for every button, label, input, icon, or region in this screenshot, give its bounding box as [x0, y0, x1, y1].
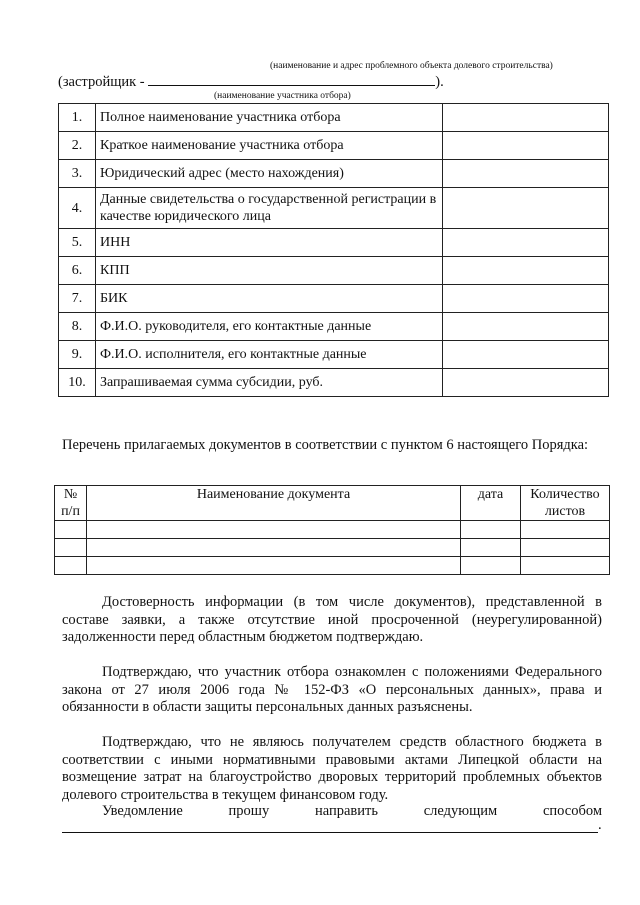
document-row [55, 557, 610, 575]
paragraph-notification: Уведомление прошу направить следующим способом [102, 803, 602, 819]
info-row [59, 104, 609, 132]
developer-line [58, 73, 444, 91]
document-row [55, 521, 610, 539]
participant-caption: (наименование участника отбора) [214, 91, 351, 101]
info-row-number: 7. [59, 285, 96, 313]
info-row-number: 6. [59, 257, 96, 285]
info-row-number: 5. [59, 229, 96, 257]
info-row-value[interactable] [443, 132, 609, 160]
docs-header-name: Наименование документа [87, 486, 461, 521]
info-row-number: 4. [59, 188, 96, 229]
developer-prefix: (застройщик - [58, 74, 149, 90]
docs-cell-date[interactable] [461, 557, 521, 575]
docs-cell-name[interactable] [87, 539, 461, 557]
info-row [59, 257, 609, 285]
info-row-label: Полное наименование участника отбора [96, 104, 443, 132]
info-row [59, 188, 609, 229]
developer-name-field[interactable] [148, 73, 435, 86]
info-row-value[interactable] [443, 229, 609, 257]
info-row-value[interactable] [443, 188, 609, 229]
info-row [59, 313, 609, 341]
docs-cell-sheets[interactable] [521, 521, 610, 539]
paragraph-accuracy: Достоверность информации (в том числе документов), представленной в составе заявки, а также отсутствие иной просроченной (неурегулированной) задолженности перед областным бюджетом подтверждаю. [62, 594, 602, 645]
docs-header-num: № п/п [55, 486, 87, 521]
info-row-label: Запрашиваемая сумма субсидии, руб. [96, 369, 443, 397]
info-row-number: 1. [59, 104, 96, 132]
info-row-value[interactable] [443, 160, 609, 188]
docs-cell-sheets[interactable] [521, 557, 610, 575]
info-row-label: Краткое наименование участника отбора [96, 132, 443, 160]
developer-suffix: ). [435, 74, 444, 90]
info-row-value[interactable] [443, 341, 609, 369]
docs-cell-date[interactable] [461, 521, 521, 539]
info-row-label: Ф.И.О. руководителя, его контактные данные [96, 313, 443, 341]
paragraph-not-recipient: Подтверждаю, что не являюсь получателем средств областного бюджета в соответствии с иными нормативными правовыми актами Липецкой области на возмещение затрат на благоустройство дворовых территорий проблемных объектов долевого строительства в текущем финансовом году. [62, 734, 602, 803]
info-row [59, 229, 609, 257]
docs-cell-num[interactable] [55, 521, 87, 539]
info-row [59, 341, 609, 369]
info-row [59, 160, 609, 188]
object-caption: (наименование и адрес проблемного объекта долевого строительства) [270, 61, 553, 71]
docs-cell-sheets[interactable] [521, 539, 610, 557]
info-row-label: КПП [96, 257, 443, 285]
docs-header-date: дата [461, 486, 521, 521]
docs-cell-num[interactable] [55, 557, 87, 575]
info-row-value[interactable] [443, 285, 609, 313]
docs-cell-date[interactable] [461, 539, 521, 557]
docs-header-sheets: Количество листов [521, 486, 610, 521]
info-row-value[interactable] [443, 313, 609, 341]
participant-info-table [58, 103, 609, 397]
info-row-value[interactable] [443, 104, 609, 132]
docs-cell-name[interactable] [87, 521, 461, 539]
info-row-number: 3. [59, 160, 96, 188]
documents-intro: Перечень прилагаемых документов в соответствии с пунктом 6 настоящего Порядка: [62, 437, 589, 453]
notification-period: . [598, 817, 602, 833]
info-row-label: БИК [96, 285, 443, 313]
document-row [55, 539, 610, 557]
info-row-label: Юридический адрес (место нахождения) [96, 160, 443, 188]
documents-table [54, 485, 610, 575]
info-row-label: ИНН [96, 229, 443, 257]
docs-cell-name[interactable] [87, 557, 461, 575]
info-row-number: 2. [59, 132, 96, 160]
info-row-label: Ф.И.О. исполнителя, его контактные данные [96, 341, 443, 369]
info-row-label: Данные свидетельства о государственной регистрации в качестве юридического лица [96, 188, 443, 229]
info-row-value[interactable] [443, 369, 609, 397]
info-row-value[interactable] [443, 257, 609, 285]
docs-cell-num[interactable] [55, 539, 87, 557]
info-row-number: 8. [59, 313, 96, 341]
info-row [59, 132, 609, 160]
info-row [59, 285, 609, 313]
info-row-number: 10. [59, 369, 96, 397]
info-row-number: 9. [59, 341, 96, 369]
notification-method-field[interactable] [62, 820, 598, 833]
info-row [59, 369, 609, 397]
paragraph-personal-data: Подтверждаю, что участник отбора ознакомлен с положениями Федерального закона от 27 июля 2006 года № 152-ФЗ «О персональных данных», права и обязанности в области защиты персональных данных разъяснены. [62, 664, 602, 715]
